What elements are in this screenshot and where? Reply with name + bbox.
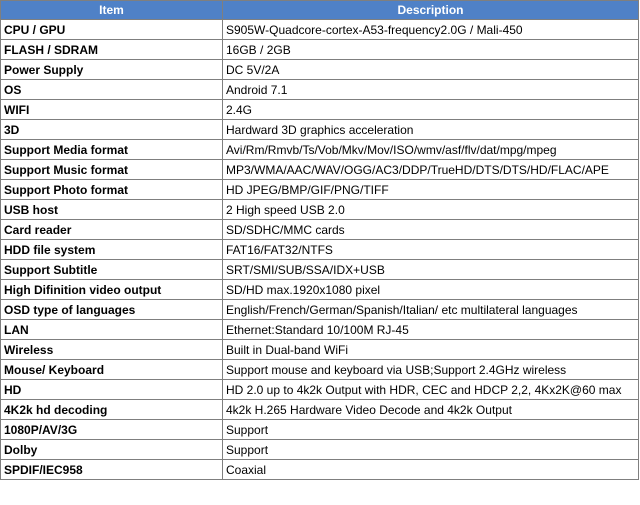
item-cell: Support Photo format [1,180,223,200]
description-cell: Support mouse and keyboard via USB;Support 2.4GHz wireless [223,360,639,380]
description-cell: English/French/German/Spanish/Italian/ etc multilateral languages [223,300,639,320]
description-cell: Support [223,420,639,440]
table-row [1,280,639,300]
table-row [1,300,639,320]
table-header [1,1,639,20]
item-cell: Support Music format [1,160,223,180]
item-cell: 3D [1,120,223,140]
table-row [1,400,639,420]
item-cell: USB host [1,200,223,220]
table-body [1,20,639,480]
description-cell: HD 2.0 up to 4k2k Output with HDR, CEC and HDCP 2,2, 4Kx2K@60 max [223,380,639,400]
description-cell: 2.4G [223,100,639,120]
table-row [1,120,639,140]
table-row [1,460,639,480]
item-cell: Wireless [1,340,223,360]
header-row [1,1,639,20]
table-row [1,240,639,260]
table-row [1,420,639,440]
description-cell: Support [223,440,639,460]
table-row [1,60,639,80]
table-row [1,380,639,400]
item-cell: OS [1,80,223,100]
description-cell: Coaxial [223,460,639,480]
item-cell: High Difinition video output [1,280,223,300]
item-cell: LAN [1,320,223,340]
table-row [1,200,639,220]
item-cell: FLASH / SDRAM [1,40,223,60]
description-cell: HD JPEG/BMP/GIF/PNG/TIFF [223,180,639,200]
description-cell: S905W-Quadcore-cortex-A53-frequency2.0G / Mali-450 [223,20,639,40]
description-cell: Built in Dual-band WiFi [223,340,639,360]
table-row [1,40,639,60]
table-row [1,160,639,180]
item-cell: SPDIF/IEC958 [1,460,223,480]
description-cell: SRT/SMI/SUB/SSA/IDX+USB [223,260,639,280]
table-row [1,180,639,200]
header-item: Item [1,1,223,20]
description-cell: DC 5V/2A [223,60,639,80]
description-cell: 16GB / 2GB [223,40,639,60]
table-row [1,80,639,100]
description-cell: FAT16/FAT32/NTFS [223,240,639,260]
table-row [1,140,639,160]
table-row [1,340,639,360]
item-cell: CPU / GPU [1,20,223,40]
item-cell: HD [1,380,223,400]
description-cell: MP3/WMA/AAC/WAV/OGG/AC3/DDP/TrueHD/DTS/DTS/HD/FLAC/APE [223,160,639,180]
header-description: Description [223,1,639,20]
table-row [1,360,639,380]
item-cell: Dolby [1,440,223,460]
item-cell: Power Supply [1,60,223,80]
item-cell: HDD file system [1,240,223,260]
table-row [1,220,639,240]
description-cell: 4k2k H.265 Hardware Video Decode and 4k2k Output [223,400,639,420]
item-cell: Support Media format [1,140,223,160]
description-cell: Hardward 3D graphics acceleration [223,120,639,140]
table-row [1,260,639,280]
description-cell: Android 7.1 [223,80,639,100]
table-row [1,440,639,460]
item-cell: Support Subtitle [1,260,223,280]
item-cell: Card reader [1,220,223,240]
description-cell: Avi/Rm/Rmvb/Ts/Vob/Mkv/Mov/ISO/wmv/asf/flv/dat/mpg/mpeg [223,140,639,160]
table-row [1,100,639,120]
table-row [1,320,639,340]
table-row [1,20,639,40]
description-cell: SD/HD max.1920x1080 pixel [223,280,639,300]
item-cell: OSD type of languages [1,300,223,320]
description-cell: SD/SDHC/MMC cards [223,220,639,240]
item-cell: 4K2k hd decoding [1,400,223,420]
item-cell: 1080P/AV/3G [1,420,223,440]
item-cell: WIFI [1,100,223,120]
description-cell: Ethernet:Standard 10/100M RJ-45 [223,320,639,340]
item-cell: Mouse/ Keyboard [1,360,223,380]
description-cell: 2 High speed USB 2.0 [223,200,639,220]
